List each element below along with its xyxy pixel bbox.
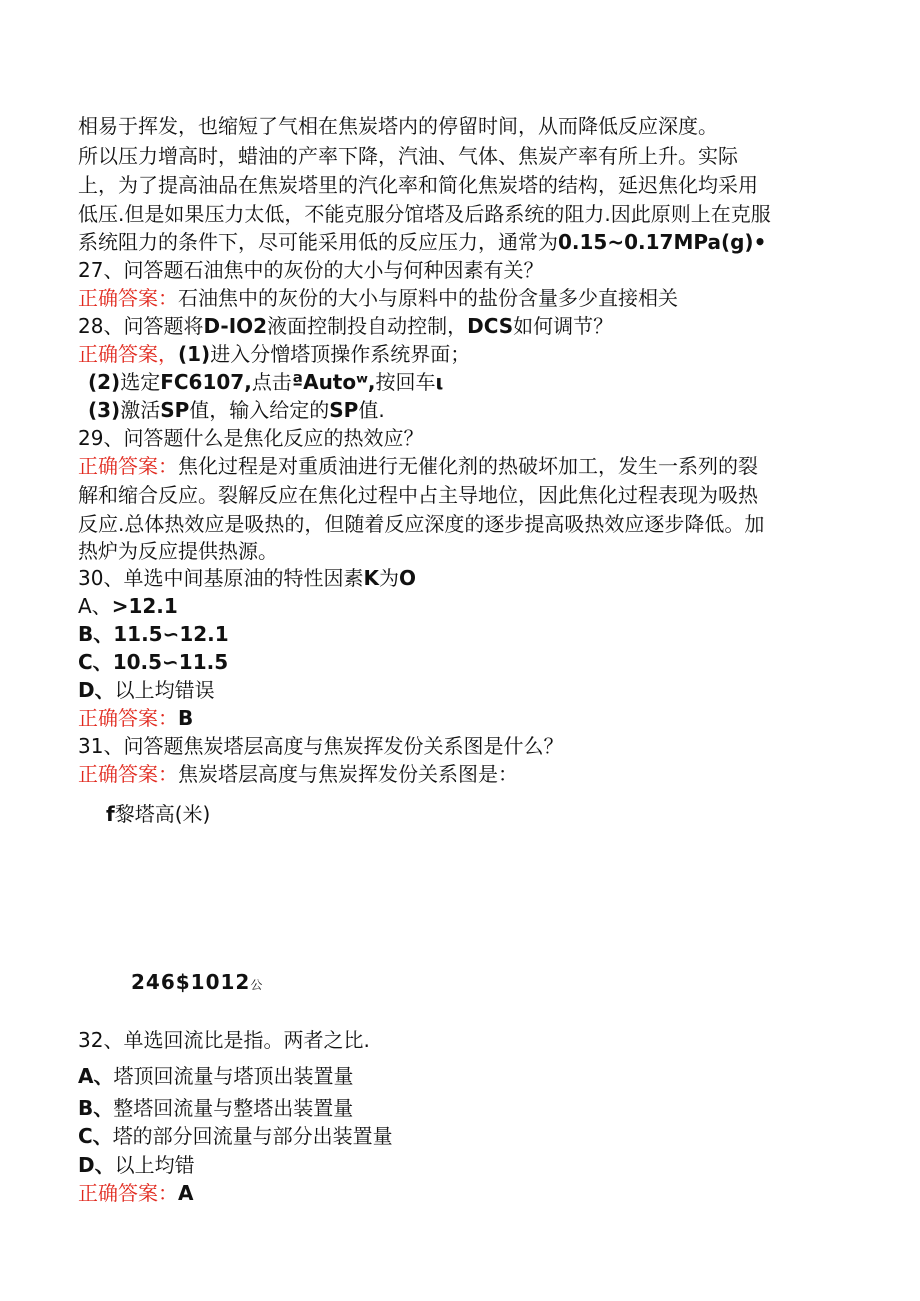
figure-y-axis-label [106, 800, 210, 828]
step-number: (1) [178, 342, 211, 366]
step-text: 值，输入给定的 [189, 398, 330, 422]
option-text: >12.1 [111, 594, 178, 618]
step-text: 选定 [120, 370, 161, 394]
question-text: 30、单选中间基原油的特性因素 [78, 566, 364, 590]
answer-text: 焦炭塔层高度与焦炭挥发份关系图是： [178, 762, 518, 786]
option-text: 整塔回流量与整塔出装置量 [113, 1096, 354, 1120]
answer-27 [78, 284, 678, 312]
option-text: 塔顶回流量与塔顶出装置量 [113, 1064, 354, 1088]
answer-label: 正确答案： [78, 762, 178, 786]
option-c [78, 1122, 393, 1150]
paragraph-line: 相易于挥发，也缩短了气相在焦炭塔内的停留时间，从而降低反应深度。 [78, 114, 718, 138]
dcs-tag: DCS [467, 314, 514, 338]
question-27: 27、问答题石油焦中的灰份的大小与何种因素有关？ [78, 258, 544, 282]
answer-32 [78, 1179, 193, 1207]
question-text: 如何调节？ [513, 314, 614, 338]
answer-28-step-2 [88, 368, 443, 396]
answer-label: 正确答案： [78, 1181, 178, 1205]
option-a [78, 1062, 353, 1090]
step-number: (2) [88, 370, 121, 394]
paragraph-text: 系统阻力的条件下，尽可能采用低的反应压力，通常为 [78, 230, 558, 254]
answer-29-line [78, 452, 758, 480]
pressure-value: 0.15~0.17MPa(g)• [558, 230, 767, 254]
blank-marker: O [398, 566, 416, 590]
answer-30 [78, 704, 193, 732]
question-28 [78, 312, 613, 340]
option-label: D、 [78, 678, 115, 702]
answer-label: 正确答案： [78, 706, 178, 730]
option-label: B、 [78, 1096, 114, 1120]
question-29: 29、问答题什么是焦化反应的热效应？ [78, 426, 424, 450]
question-text: 液面控制投自动控制， [267, 314, 468, 338]
answer-28-step-3 [88, 396, 385, 424]
option-label: A、 [78, 1064, 114, 1088]
paragraph-line: 所以压力增高时，蜡油的产率下降，汽油、气体、焦炭产率有所上升。实际 [78, 144, 738, 168]
step-text: 激活 [120, 398, 161, 422]
answer-text: B [178, 706, 194, 730]
sp-tag: SP [329, 398, 359, 422]
answer-29-line: 解和缩合反应。裂解反应在焦化过程中占主导地位，因此焦化过程表现为吸热 [78, 483, 758, 507]
axis-ticks: 246$1012 [131, 970, 251, 994]
option-text: 10.5∽11.5 [112, 650, 229, 674]
answer-29-line: 反应.总体热效应是吸热的，但随着反应深度的逐步提高吸热效应逐步降低。加 [78, 512, 765, 536]
step-text: 点击 [251, 370, 292, 394]
question-text: 28、问答题将 [78, 314, 204, 338]
answer-28-step-1 [78, 340, 470, 368]
option-c [78, 648, 228, 676]
answer-label: 正确答案： [78, 454, 178, 478]
axis-suffix: 公 [250, 978, 264, 992]
step-text: 按回车 [375, 370, 436, 394]
paragraph-line [78, 228, 766, 256]
option-text: 塔的部分回流量与部分出装置量 [112, 1124, 393, 1148]
step-text: 进入分憎塔顶操作系统界面； [210, 342, 471, 366]
option-label: D、 [78, 1153, 115, 1177]
option-a [78, 592, 178, 620]
option-label: B、 [78, 622, 114, 646]
question-30 [78, 564, 416, 592]
option-d [78, 676, 215, 704]
answer-31 [78, 760, 518, 788]
answer-label: 正确答案： [78, 286, 178, 310]
answer-text: 石油焦中的灰份的大小与原料中的盐份含量多少直接相关 [178, 286, 678, 310]
tank-tag: D-IO2 [203, 314, 268, 338]
paragraph-line: 低压.但是如果压力太低，不能克服分馆塔及后路系统的阻力.因此原则上在克服 [78, 202, 771, 226]
option-text: 以上均错误 [114, 678, 215, 702]
option-text: 以上均错 [114, 1153, 195, 1177]
answer-text: 焦化过程是对重质油进行无催化剂的热破坏加工，发生一系列的裂 [178, 454, 758, 478]
sp-tag: SP [160, 398, 190, 422]
axis-letter: f [106, 802, 115, 826]
figure-x-axis-label [131, 968, 263, 999]
step-text: 值. [358, 398, 385, 422]
option-b [78, 1094, 353, 1122]
option-label: C、 [78, 650, 113, 674]
option-text: 11.5∽12.1 [113, 622, 229, 646]
question-31: 31、问答题焦炭塔层高度与焦炭挥发份关系图是什么？ [78, 734, 564, 758]
factor-k: K [363, 566, 379, 590]
step-number: (3) [88, 398, 121, 422]
question-text: 为 [378, 566, 399, 590]
axis-text: 黎塔高(米) [114, 802, 211, 826]
answer-29-line: 热炉为反应提供热源。 [78, 539, 278, 563]
answer-label: 正确答案， [78, 342, 178, 366]
step-end: ι [435, 370, 444, 394]
option-label: A、 [78, 594, 112, 618]
answer-text: A [178, 1181, 194, 1205]
option-label: C、 [78, 1124, 113, 1148]
option-d [78, 1151, 195, 1179]
option-b [78, 620, 229, 648]
auto-label: ªAutoʷ, [291, 370, 376, 394]
controller-tag: FC6107, [160, 370, 252, 394]
paragraph-line: 上，为了提高油品在焦炭塔里的汽化率和简化焦炭塔的结构，延迟焦化均采用 [78, 173, 758, 197]
question-32: 32、单选回流比是指。两者之比. [78, 1028, 370, 1052]
